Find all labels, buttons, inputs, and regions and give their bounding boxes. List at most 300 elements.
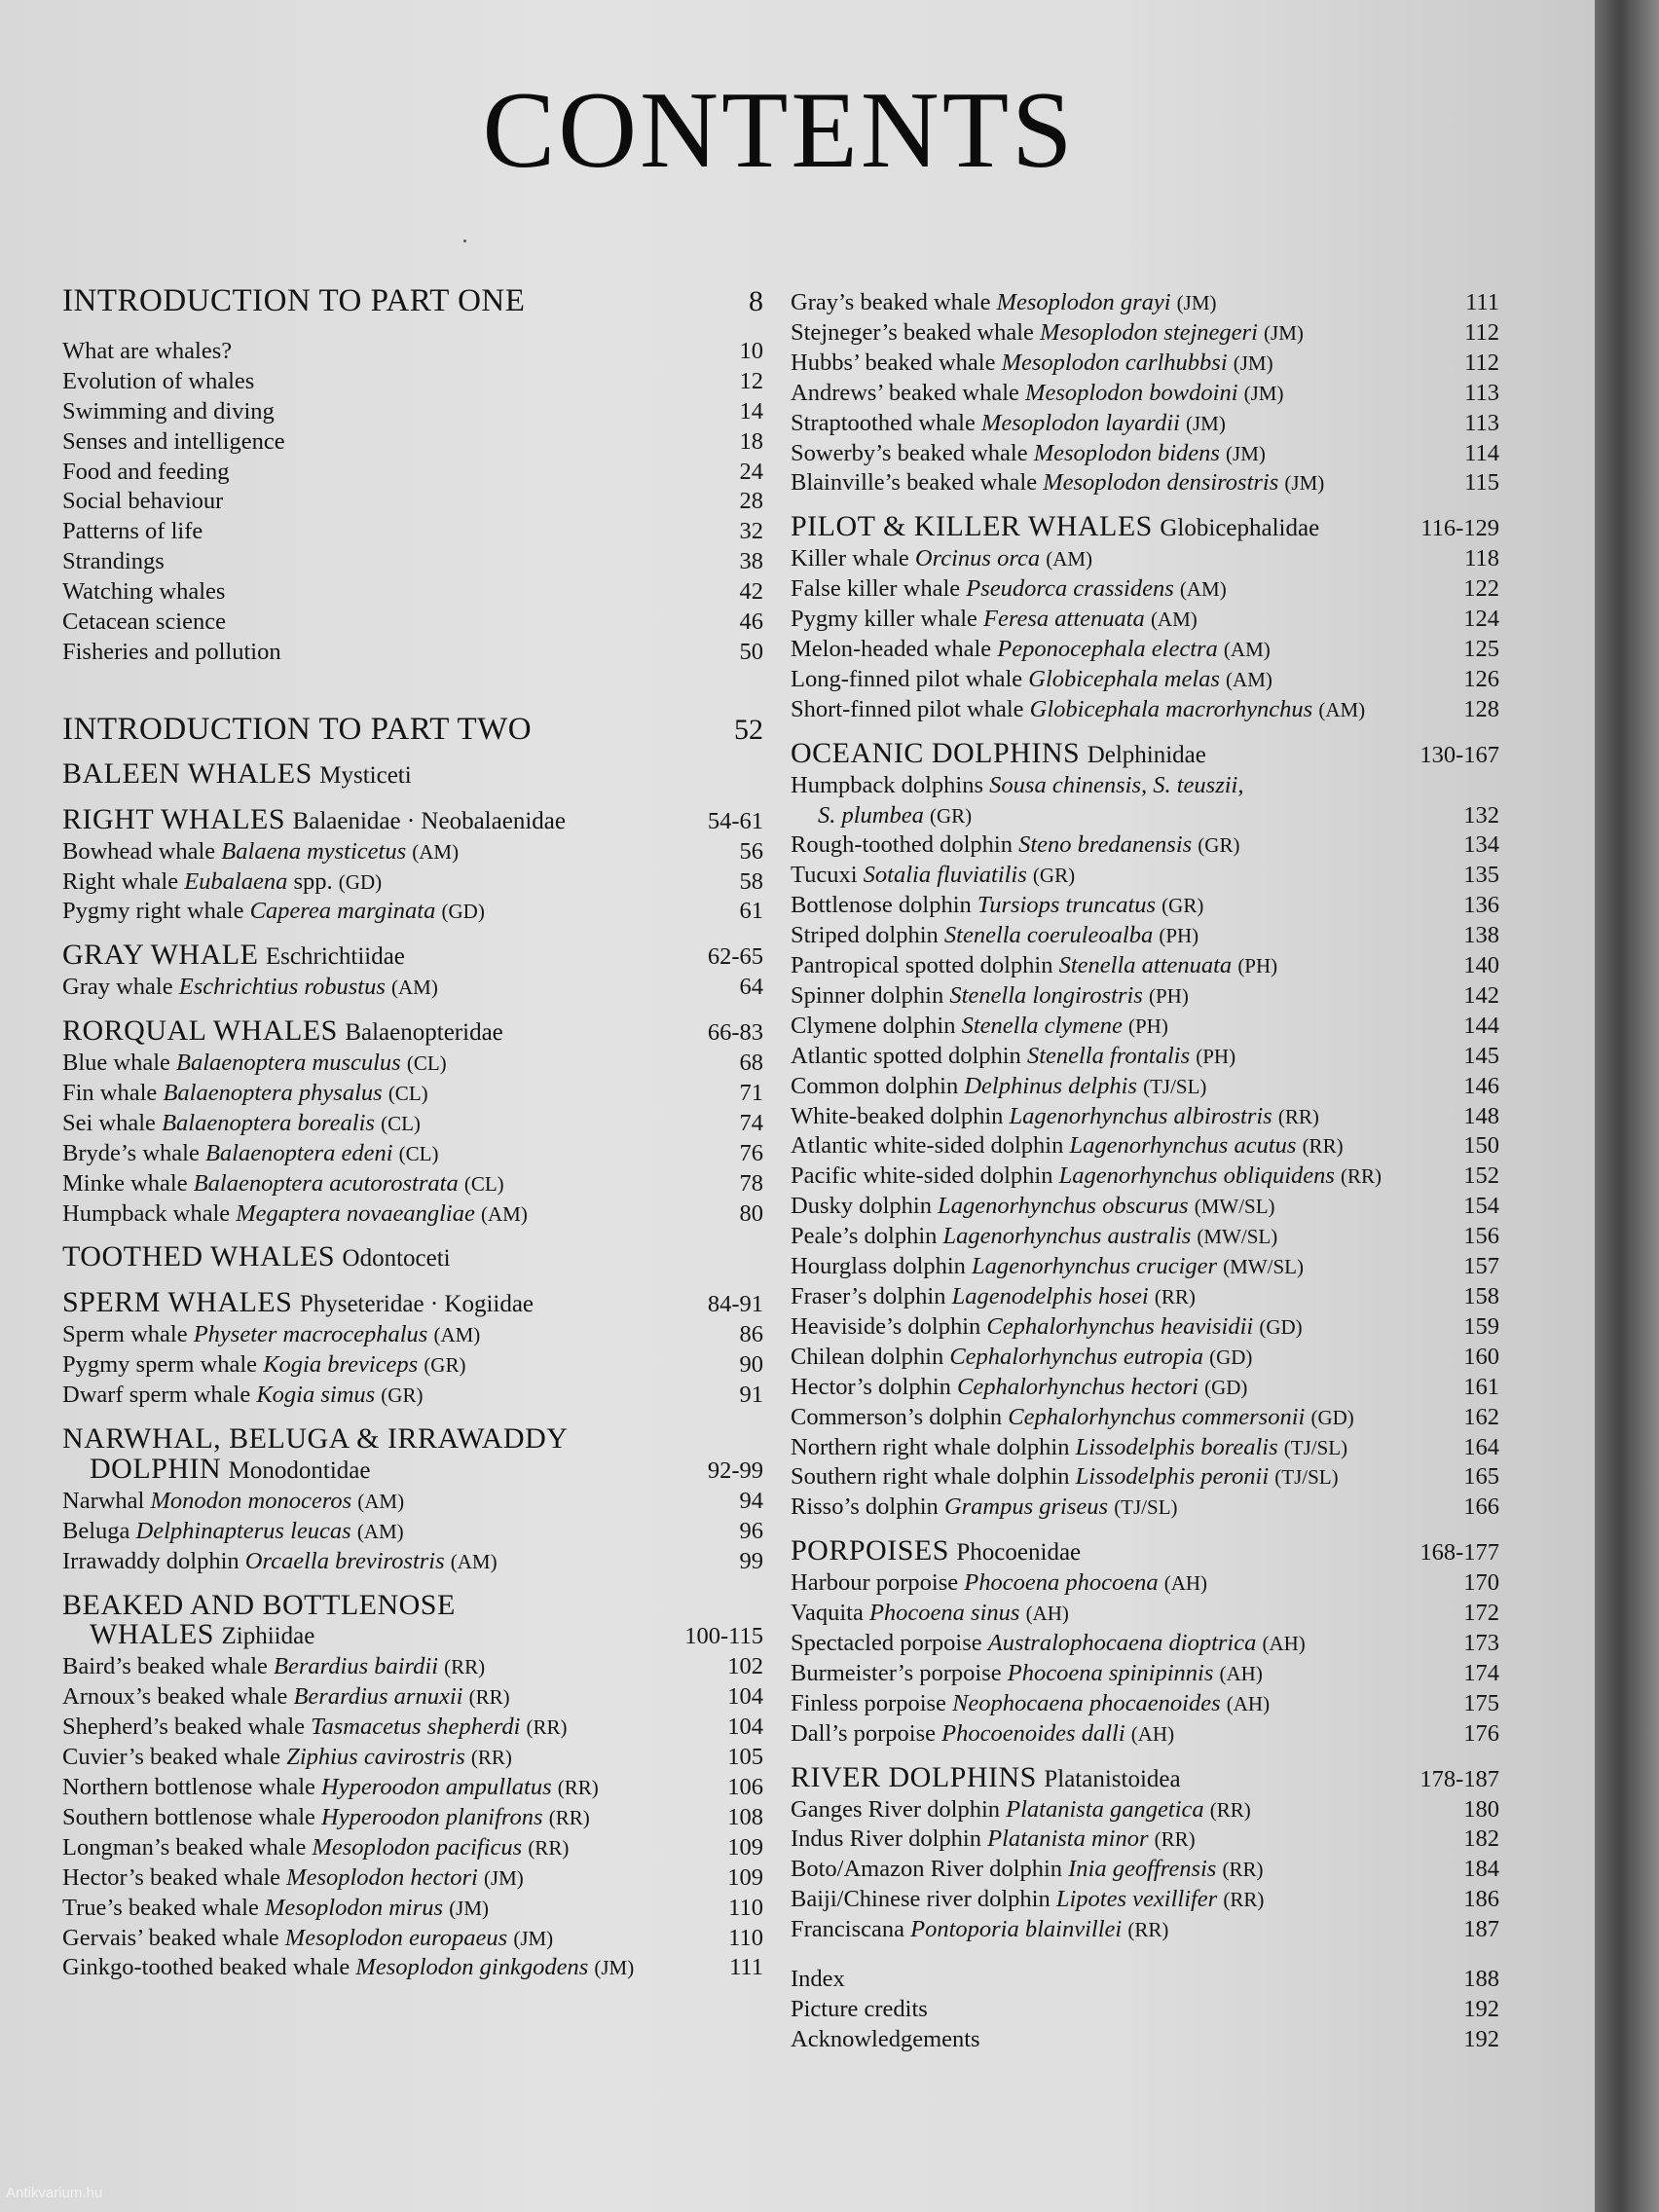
- page-number: 114: [1464, 439, 1499, 466]
- entry-text: [791, 695, 1365, 725]
- entry-text: [791, 1795, 1251, 1825]
- oceanic-list: [791, 830, 1499, 1523]
- entry-text: [62, 1320, 480, 1350]
- entry-text: [62, 1652, 485, 1682]
- entry-text: [62, 1863, 524, 1894]
- scientific-name: Mesoplodon layardii: [980, 409, 1180, 436]
- entry-text: [791, 981, 1189, 1012]
- page-number: 186: [1463, 1886, 1499, 1913]
- entry-row: [791, 1995, 1499, 2025]
- entry-row: [791, 318, 1499, 349]
- section-heading: [62, 1288, 763, 1320]
- common-name: Gervais’ beaked whale: [62, 1924, 279, 1951]
- author-initials: (PH): [1148, 983, 1189, 1008]
- common-name: Vaquita: [791, 1600, 864, 1627]
- entry-text: Patterns of life: [62, 518, 203, 545]
- common-name: Clymene dolphin: [791, 1012, 956, 1039]
- common-name: Minke whale: [62, 1169, 188, 1197]
- heading-text: INTRODUCTION TO PART ONE: [62, 286, 526, 316]
- page-number: 76: [739, 1139, 763, 1166]
- common-name: Gray whale: [62, 974, 173, 1001]
- entry-text: [791, 1462, 1339, 1493]
- entry-text: [791, 1312, 1303, 1343]
- scientific-name: Feresa attenuata: [983, 606, 1145, 633]
- entry-text: [791, 891, 1203, 921]
- entry-row: [791, 1568, 1499, 1599]
- scientific-name: Lagenorhynchus australis: [942, 1223, 1192, 1250]
- page-number: 80: [739, 1199, 763, 1227]
- entry-text: [791, 1493, 1178, 1523]
- entry-row: [62, 1713, 763, 1743]
- entry-row: [62, 1199, 763, 1230]
- page-range: 178-187: [1419, 1765, 1499, 1792]
- section-heading: [62, 1591, 763, 1621]
- author-initials: (MW/SL): [1194, 1195, 1275, 1219]
- scientific-name: Stenella coeruleoalba: [943, 922, 1154, 949]
- common-name: Sowerby’s beaked whale: [791, 439, 1028, 466]
- author-initials: (AM): [481, 1201, 528, 1226]
- entry-text: [791, 1252, 1304, 1282]
- scientific-name: Platanista minor: [987, 1825, 1149, 1853]
- scientific-name: Phocoena sinus: [868, 1600, 1020, 1627]
- entry-text: [62, 1487, 404, 1517]
- entry-text: Index: [791, 1966, 845, 1993]
- entry-text: [791, 635, 1271, 665]
- common-name: Humpback whale: [62, 1199, 231, 1227]
- entry-row: [791, 439, 1499, 469]
- page-number: 104: [727, 1683, 763, 1711]
- page-number: 96: [739, 1517, 763, 1544]
- page-number: 156: [1463, 1223, 1499, 1250]
- page-range: 130-167: [1419, 741, 1499, 768]
- group-heading: [62, 759, 763, 792]
- scientific-name: Globicephala macrorhynchus: [1029, 695, 1313, 722]
- page-number: 124: [1463, 606, 1499, 633]
- entry-row: [791, 1312, 1499, 1343]
- entry-row: [791, 771, 1499, 801]
- scientific-name: Mesoplodon pacificus: [312, 1833, 523, 1861]
- page-number: 18: [739, 427, 763, 455]
- heading-title: RIVER DOLPHINS: [791, 1762, 1037, 1793]
- page-number: 99: [739, 1547, 763, 1574]
- heading-text: [791, 739, 1206, 771]
- author-initials: (JM): [483, 1865, 524, 1890]
- common-name: Ganges River dolphin: [791, 1795, 1001, 1823]
- author-initials: (RR): [470, 1746, 512, 1770]
- page-number: 182: [1463, 1825, 1499, 1853]
- heading-text: [791, 512, 1319, 544]
- entry-row: [791, 574, 1499, 605]
- entry-row: [791, 1161, 1499, 1192]
- page-range: 54-61: [707, 807, 763, 834]
- page-title: CONTENTS: [482, 70, 1076, 191]
- page-number: 146: [1463, 1072, 1499, 1099]
- author-initials: (AM): [357, 1489, 405, 1513]
- page-number: 158: [1463, 1283, 1499, 1309]
- common-name: Baiji/Chinese river dolphin: [791, 1886, 1051, 1913]
- page-number: 94: [739, 1487, 763, 1514]
- author-initials: (AM): [433, 1323, 481, 1347]
- heading-title: DOLPHIN: [90, 1454, 222, 1485]
- family-name: Balaenidae · Neobalaenidae: [292, 807, 566, 834]
- page-number: 165: [1463, 1463, 1499, 1491]
- entry-row: [791, 1462, 1499, 1493]
- left-column: [62, 286, 763, 1983]
- entry-text: Strandings: [62, 548, 165, 575]
- page-number: 166: [1463, 1493, 1499, 1521]
- entry-row: [791, 1885, 1499, 1915]
- author-initials: (RR): [1154, 1285, 1196, 1309]
- entry-text: [791, 1403, 1354, 1433]
- author-initials: (GR): [1161, 894, 1204, 918]
- scientific-name: Mesoplodon mirus: [264, 1894, 444, 1921]
- scientific-name: Mesoplodon densirostris: [1043, 469, 1279, 497]
- common-name: Humpback dolphins: [791, 771, 984, 798]
- entry-row: [791, 1433, 1499, 1463]
- author-initials: (AM): [1150, 608, 1198, 632]
- scientific-name: Stenella clymene: [961, 1012, 1123, 1039]
- scientific-name: Phocoena phocoena: [964, 1569, 1159, 1597]
- common-name: Melon-headed whale: [791, 635, 992, 662]
- entry-row: [62, 1517, 763, 1547]
- author-initials: (RR): [528, 1835, 570, 1860]
- page-number: 102: [727, 1653, 763, 1680]
- group-family: Odontoceti: [342, 1245, 451, 1272]
- page-number: 56: [739, 837, 763, 865]
- page-number: 8: [749, 285, 763, 317]
- entry-row: [791, 921, 1499, 951]
- page-number: 170: [1463, 1569, 1499, 1597]
- page-number: 12: [739, 367, 763, 394]
- common-name: Dall’s porpoise: [791, 1719, 937, 1747]
- gray-whale-section: [62, 940, 763, 1003]
- entry-text: [791, 1689, 1270, 1719]
- group-family: Mysticeti: [319, 761, 412, 789]
- author-initials: (RR): [1341, 1164, 1382, 1189]
- entry-text: [791, 1042, 1235, 1072]
- group-title: BALEEN WHALES: [62, 758, 313, 790]
- author-initials: (RR): [1209, 1797, 1251, 1822]
- common-name: Spinner dolphin: [791, 981, 944, 1009]
- author-initials: (PH): [1128, 1014, 1168, 1038]
- entry-text: [62, 1894, 489, 1924]
- common-name: Killer whale: [791, 545, 909, 572]
- entry-row: [791, 1795, 1499, 1825]
- entry-row-continued: [791, 801, 1499, 831]
- page-number: 112: [1464, 349, 1499, 376]
- entry-text: [62, 1079, 428, 1109]
- entry-text: [791, 1072, 1206, 1102]
- page-number: 172: [1463, 1600, 1499, 1627]
- entry-row: [62, 1652, 763, 1682]
- beaked-continued-list: [791, 288, 1499, 498]
- entry-row: [62, 897, 763, 927]
- scientific-name: Steno bredanensis: [1018, 831, 1193, 859]
- entry-row: [791, 951, 1499, 981]
- heading-text: [90, 1620, 314, 1652]
- common-name: Common dolphin: [791, 1072, 959, 1099]
- entry-text: Cetacean science: [62, 608, 226, 636]
- author-initials: (AM): [390, 976, 438, 1000]
- page-number: 160: [1463, 1343, 1499, 1370]
- entry-row: [791, 861, 1499, 891]
- page-number: 176: [1463, 1719, 1499, 1747]
- entry-row: [62, 1169, 763, 1199]
- scientific-name: Globicephala melas: [1028, 665, 1220, 692]
- entry-row: [791, 891, 1499, 921]
- entry-text: [791, 1433, 1347, 1463]
- author-initials: (JM): [1233, 350, 1273, 375]
- scientific-name: Orcaella brevirostris: [244, 1547, 445, 1574]
- family-name: Phocoenidae: [956, 1539, 1082, 1567]
- sperm-whales-section: [62, 1288, 763, 1411]
- page-number: 174: [1463, 1659, 1499, 1686]
- entry-row: [62, 1953, 763, 1983]
- entry-text: [62, 1682, 510, 1713]
- section-heading: [62, 1424, 763, 1455]
- scientific-name: Balaenoptera edeni: [204, 1139, 393, 1166]
- entry-row: [62, 487, 763, 517]
- heading-text: [62, 1016, 503, 1049]
- author-initials: (AH): [1226, 1691, 1271, 1715]
- page-number: 161: [1463, 1373, 1499, 1400]
- common-name: Longman’s beaked whale: [62, 1833, 307, 1861]
- scientific-name: Lagenorhynchus cruciger: [972, 1253, 1218, 1280]
- common-name: Shepherd’s beaked whale: [62, 1714, 305, 1741]
- scientific-name: Tursiops truncatus: [977, 892, 1157, 919]
- page-range: 92-99: [707, 1456, 763, 1484]
- entry-row: [62, 1547, 763, 1577]
- taxon-suffix: spp.: [293, 867, 333, 895]
- page-number: 86: [739, 1321, 763, 1348]
- entry-row: [62, 1773, 763, 1803]
- scientific-name: Hyperoodon ampullatus: [321, 1773, 552, 1800]
- entry-row: [62, 837, 763, 867]
- entry-text: [791, 288, 1217, 318]
- scientific-name: Kogia simus: [256, 1382, 376, 1409]
- river-dolphins-section: [791, 1763, 1499, 1945]
- common-name: Finless porpoise: [791, 1689, 946, 1716]
- group-title: TOOTHED WHALES: [62, 1242, 336, 1273]
- entry-row: [791, 1659, 1499, 1689]
- entry-text: [791, 409, 1226, 439]
- scientific-name: Lissodelphis borealis: [1075, 1433, 1278, 1460]
- common-name: Bottlenose dolphin: [791, 892, 972, 919]
- common-name: Northern bottlenose whale: [62, 1773, 315, 1800]
- scientific-name: Lagenodelphis hosei: [951, 1283, 1149, 1309]
- page-number: 109: [727, 1863, 763, 1891]
- page-number: 42: [739, 578, 763, 606]
- entry-text: Evolution of whales: [62, 367, 255, 394]
- common-name: Franciscana: [791, 1916, 904, 1943]
- entry-row: [791, 1102, 1499, 1132]
- heading-text: [90, 1455, 371, 1487]
- entry-row: [791, 1915, 1499, 1945]
- scientific-name: Berardius bairdii: [274, 1653, 439, 1680]
- entry-row: [791, 349, 1499, 379]
- page-number: 134: [1463, 831, 1499, 859]
- page-number: 122: [1463, 575, 1499, 603]
- author-initials: (AM): [1179, 577, 1227, 602]
- back-matter-list: [791, 1965, 1499, 2055]
- page-number: 138: [1463, 922, 1499, 949]
- page-number: 108: [727, 1803, 763, 1830]
- entry-text: [62, 1833, 569, 1863]
- author-initials: (MW/SL): [1223, 1255, 1304, 1279]
- scientific-name: S. plumbea: [818, 801, 924, 829]
- entry-row: [791, 830, 1499, 861]
- scientific-name: Eubalaena: [184, 867, 288, 895]
- author-initials: (JM): [513, 1926, 554, 1950]
- author-initials: (RR): [557, 1775, 599, 1799]
- common-name: Pygmy right whale: [62, 898, 244, 925]
- family-name: Platanistoidea: [1044, 1765, 1181, 1792]
- common-name: Blue whale: [62, 1050, 170, 1077]
- heading-text: [791, 1763, 1181, 1795]
- author-initials: (TJ/SL): [1143, 1074, 1207, 1098]
- heading-title: RIGHT WHALES: [62, 804, 286, 835]
- common-name: Hector’s dolphin: [791, 1373, 951, 1400]
- common-name: Hourglass dolphin: [791, 1253, 966, 1280]
- author-initials: (GD): [338, 869, 383, 894]
- author-initials: (AH): [1130, 1721, 1175, 1746]
- group-heading: [62, 1242, 763, 1274]
- entry-row: [791, 695, 1499, 725]
- page-number: 187: [1463, 1916, 1499, 1943]
- entry-text: [62, 1049, 447, 1079]
- entry-text: Watching whales: [62, 578, 226, 606]
- scientific-name: Platanista gangetica: [1006, 1795, 1204, 1823]
- entry-text: Picture credits: [791, 1995, 928, 2022]
- entry-row: [62, 1079, 763, 1109]
- pilot-killer-section: [791, 512, 1499, 724]
- entry-row: [791, 1222, 1499, 1252]
- page-number: 175: [1463, 1689, 1499, 1716]
- author-initials: (RR): [1277, 1104, 1319, 1128]
- heading-text: [791, 1536, 1081, 1568]
- entry-text: [62, 897, 485, 927]
- heading-text: INTRODUCTION TO PART TWO: [62, 714, 533, 745]
- page-number: 110: [728, 1894, 763, 1921]
- entry-text: [62, 1517, 404, 1547]
- page-number: 136: [1463, 892, 1499, 919]
- heading-text: [62, 805, 566, 837]
- heading-title: WHALES: [90, 1620, 214, 1651]
- entry-text: [791, 1012, 1168, 1042]
- author-initials: (RR): [526, 1715, 568, 1740]
- entry-text: [62, 1169, 504, 1199]
- entry-row: [791, 1131, 1499, 1161]
- author-initials: (PH): [1196, 1044, 1236, 1068]
- entry-text: [791, 574, 1227, 605]
- common-name: True’s beaked whale: [62, 1894, 259, 1921]
- entry-row: [62, 547, 763, 577]
- common-name: Dwarf sperm whale: [62, 1382, 251, 1409]
- section-heading: [791, 1536, 1499, 1568]
- scientific-name: Physeter macrocephalus: [193, 1321, 428, 1348]
- common-name: Dusky dolphin: [791, 1193, 932, 1220]
- heading-title: PILOT & KILLER WHALES: [791, 512, 1153, 543]
- author-initials: (RR): [1222, 1858, 1264, 1882]
- entry-row: [62, 367, 763, 397]
- common-name: Irrawaddy dolphin: [62, 1547, 240, 1574]
- scientific-name: Balaenoptera musculus: [176, 1050, 401, 1077]
- entry-text: Acknowledgements: [791, 2025, 980, 2052]
- common-name: Northern right whale dolphin: [791, 1433, 1070, 1460]
- page-number: 150: [1463, 1132, 1499, 1160]
- scientific-name: Grampus griseus: [943, 1493, 1109, 1521]
- entry-row: [791, 635, 1499, 665]
- entry-row: [791, 1343, 1499, 1373]
- entry-row: [62, 1487, 763, 1517]
- common-name: Andrews’ beaked whale: [791, 379, 1019, 406]
- page-number: 111: [1465, 289, 1499, 315]
- page-number: 113: [1464, 409, 1499, 436]
- scientific-name: Neophocaena phocaenoides: [952, 1689, 1221, 1716]
- page-range: 66-83: [707, 1019, 763, 1047]
- page-number: 28: [739, 488, 763, 515]
- scientific-name: Cephalorhynchus hectori: [957, 1373, 1198, 1400]
- scientific-name: Pseudorca crassidens: [966, 575, 1174, 603]
- common-name: False killer whale: [791, 575, 961, 603]
- entry-text: [791, 1599, 1069, 1629]
- entry-row: [791, 1855, 1499, 1885]
- entry-row: [62, 638, 763, 668]
- entry-text: Fisheries and pollution: [62, 638, 281, 665]
- page-number: 109: [727, 1833, 763, 1861]
- author-initials: (TJ/SL): [1114, 1495, 1178, 1520]
- author-initials: (TJ/SL): [1274, 1465, 1339, 1490]
- common-name: Straptoothed whale: [791, 409, 976, 436]
- family-name: Monodontidae: [228, 1456, 371, 1484]
- scientific-name: Tasmacetus shepherdi: [311, 1714, 521, 1741]
- page-range: 168-177: [1419, 1539, 1499, 1567]
- author-initials: (AM): [356, 1519, 404, 1543]
- common-name: Spectacled porpoise: [791, 1629, 982, 1656]
- entry-row: [62, 577, 763, 608]
- author-initials: (RR): [468, 1685, 510, 1710]
- entry-row: [62, 337, 763, 367]
- common-name: Hector’s beaked whale: [62, 1863, 281, 1891]
- heading-title: PORPOISES: [791, 1536, 949, 1567]
- author-initials: (JM): [1264, 320, 1304, 345]
- entry-text: [791, 951, 1277, 981]
- entry-row: [791, 1825, 1499, 1855]
- author-initials: (AM): [1226, 667, 1272, 691]
- author-initials: (TJ/SL): [1283, 1435, 1348, 1459]
- common-name: Chilean dolphin: [791, 1343, 944, 1370]
- rorqual-section: [62, 1016, 763, 1229]
- entry-row: [62, 973, 763, 1003]
- scientific-name: Lissodelphis peronii: [1075, 1463, 1270, 1491]
- common-name: Stejneger’s beaked whale: [791, 318, 1034, 346]
- entry-text: [62, 1953, 634, 1983]
- heading-text: BEAKED AND BOTTLENOSE: [62, 1590, 456, 1621]
- scientific-name: Balaenoptera physalus: [163, 1079, 383, 1106]
- scientific-name: Stenella frontalis: [1026, 1042, 1191, 1069]
- scientific-name: Stenella longirostris: [949, 981, 1143, 1009]
- page-number: 91: [739, 1382, 763, 1409]
- scientific-name: Mesoplodon ginkgodens: [355, 1954, 589, 1981]
- page-number: 111: [729, 1954, 763, 1981]
- scientific-name: Delphinapterus leucas: [135, 1517, 351, 1544]
- entry-text: [62, 1199, 528, 1230]
- common-name: Boto/Amazon River dolphin: [791, 1856, 1062, 1883]
- author-initials: (GR): [1198, 833, 1240, 858]
- section-heading-continued: [62, 1620, 763, 1652]
- scientific-name: Ziphius cavirostris: [286, 1744, 465, 1771]
- entry-row: [791, 1373, 1499, 1403]
